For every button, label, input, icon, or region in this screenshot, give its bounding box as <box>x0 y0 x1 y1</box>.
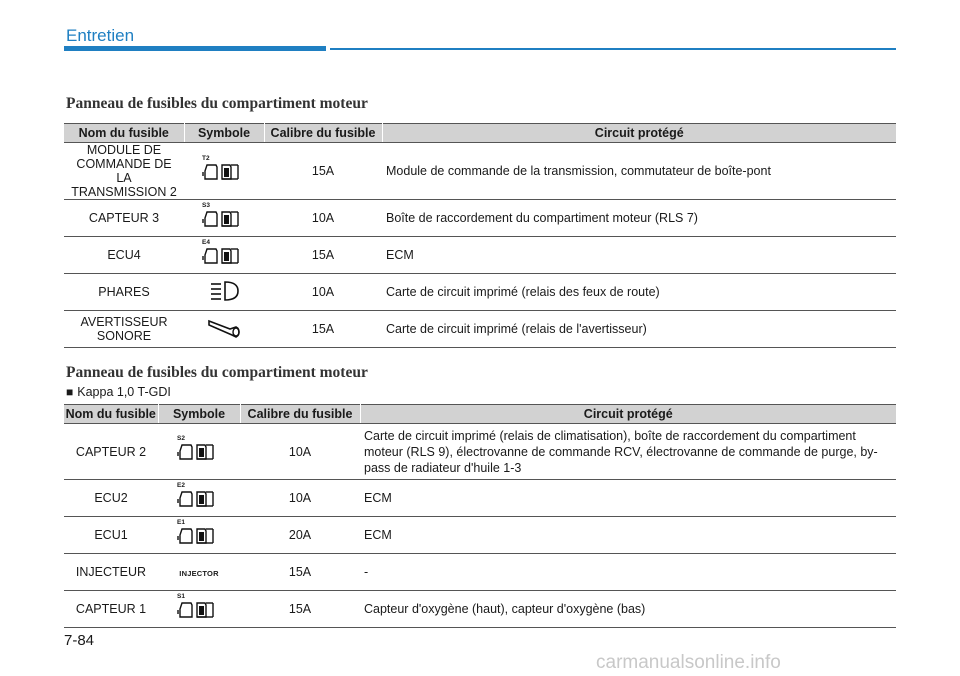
column-header: Symbole <box>158 405 240 424</box>
fuse-rating: 10A <box>264 274 382 311</box>
table-row <box>64 591 896 628</box>
fuse-rating: 15A <box>240 554 360 591</box>
column-header: Nom du fusible <box>64 124 184 143</box>
column-header: Circuit protégé <box>360 405 896 424</box>
section-header-title: Entretien <box>66 26 135 45</box>
fuse-table-2 <box>64 404 896 628</box>
fuse-symbol <box>158 554 240 591</box>
horn-icon <box>206 317 242 339</box>
watermark: carmanualsonline.info <box>596 652 781 673</box>
fuse-symbol <box>158 424 240 480</box>
fuse-name: ECU1 <box>64 517 158 554</box>
protected-circuit: Carte de circuit imprimé (relais de l'avertisseur) <box>382 311 896 348</box>
column-header: Calibre du fusible <box>264 124 382 143</box>
symbol-code: T2 <box>202 154 210 162</box>
fuse-name: ECU2 <box>64 480 158 517</box>
table-row <box>64 517 896 554</box>
relay-fuse-icon <box>202 209 244 229</box>
section2-title: Panneau de fusibles du compartiment moteur <box>66 364 368 381</box>
fuse-name: INJECTEUR <box>64 554 158 591</box>
table-header-row <box>64 405 896 424</box>
symbol-code: S2 <box>177 435 185 442</box>
header-accent-bar <box>64 46 326 51</box>
symbol-code: S3 <box>202 201 210 209</box>
relay-fuse-icon <box>177 600 219 620</box>
fuse-table-1 <box>64 123 896 348</box>
bullet-square-icon: ■ <box>66 385 74 399</box>
symbol-code: E2 <box>177 481 185 489</box>
fuse-symbol <box>184 274 264 311</box>
protected-circuit: Boîte de raccordement du compartiment moteur (RLS 7) <box>382 200 896 237</box>
engine-note <box>66 385 171 399</box>
symbol-code: S1 <box>177 592 185 600</box>
engine-note-text: Kappa 1,0 T-GDI <box>77 385 171 399</box>
table-row <box>64 200 896 237</box>
fuse-symbol <box>158 591 240 628</box>
fuse-rating: 10A <box>240 480 360 517</box>
table-row <box>64 554 896 591</box>
injector-symbol-label: INJECTOR <box>179 569 219 578</box>
fuse-symbol <box>184 143 264 200</box>
fuse-rating: 15A <box>264 143 382 200</box>
fuse-rating: 15A <box>240 591 360 628</box>
fuse-name: ECU4 <box>64 237 184 274</box>
fuse-symbol <box>184 311 264 348</box>
fuse-symbol <box>184 237 264 274</box>
protected-circuit: ECM <box>382 237 896 274</box>
header-rule <box>330 48 896 50</box>
symbol-code: E4 <box>202 238 210 246</box>
fuse-name: AVERTISSEUR SONORE <box>64 311 184 348</box>
relay-fuse-icon <box>177 489 219 509</box>
column-header: Circuit protégé <box>382 124 896 143</box>
table-row <box>64 274 896 311</box>
relay-fuse-icon <box>177 442 219 462</box>
headlamp-icon <box>207 280 241 302</box>
table-row <box>64 143 896 200</box>
fuse-rating: 10A <box>264 200 382 237</box>
page-number: 7-84 <box>64 632 95 649</box>
fuse-name: MODULE DE COMMANDE DE LA TRANSMISSION 2 <box>64 143 184 200</box>
protected-circuit: - <box>360 554 896 591</box>
relay-fuse-icon <box>202 246 244 266</box>
fuse-name: CAPTEUR 2 <box>64 424 158 480</box>
table-row <box>64 424 896 480</box>
protected-circuit: Carte de circuit imprimé (relais des feux de route) <box>382 274 896 311</box>
fuse-symbol <box>184 200 264 237</box>
fuse-symbol <box>158 480 240 517</box>
table-row <box>64 480 896 517</box>
column-header: Nom du fusible <box>64 405 158 424</box>
fuse-rating: 15A <box>264 237 382 274</box>
protected-circuit: Carte de circuit imprimé (relais de climatisation), boîte de raccordement du compartiment moteur (RLS 9), électrovanne de commande RCV, électrovanne de commande de purge, by-pass de radiateur d'huile 1-3 <box>360 424 896 480</box>
fuse-name: PHARES <box>64 274 184 311</box>
fuse-name: CAPTEUR 1 <box>64 591 158 628</box>
protected-circuit: Module de commande de la transmission, commutateur de boîte-pont <box>382 143 896 200</box>
protected-circuit: ECM <box>360 517 896 554</box>
relay-fuse-icon <box>202 162 244 182</box>
table-row <box>64 311 896 348</box>
fuse-symbol <box>158 517 240 554</box>
fuse-rating: 20A <box>240 517 360 554</box>
column-header: Symbole <box>184 124 264 143</box>
fuse-rating: 10A <box>240 424 360 480</box>
symbol-code: E1 <box>177 518 185 526</box>
protected-circuit: Capteur d'oxygène (haut), capteur d'oxygène (bas) <box>360 591 896 628</box>
table-header-row <box>64 124 896 143</box>
table-row <box>64 237 896 274</box>
protected-circuit: ECM <box>360 480 896 517</box>
column-header: Calibre du fusible <box>240 405 360 424</box>
relay-fuse-icon <box>177 526 219 546</box>
fuse-rating: 15A <box>264 311 382 348</box>
fuse-name: CAPTEUR 3 <box>64 200 184 237</box>
section1-title: Panneau de fusibles du compartiment moteur <box>66 95 368 112</box>
